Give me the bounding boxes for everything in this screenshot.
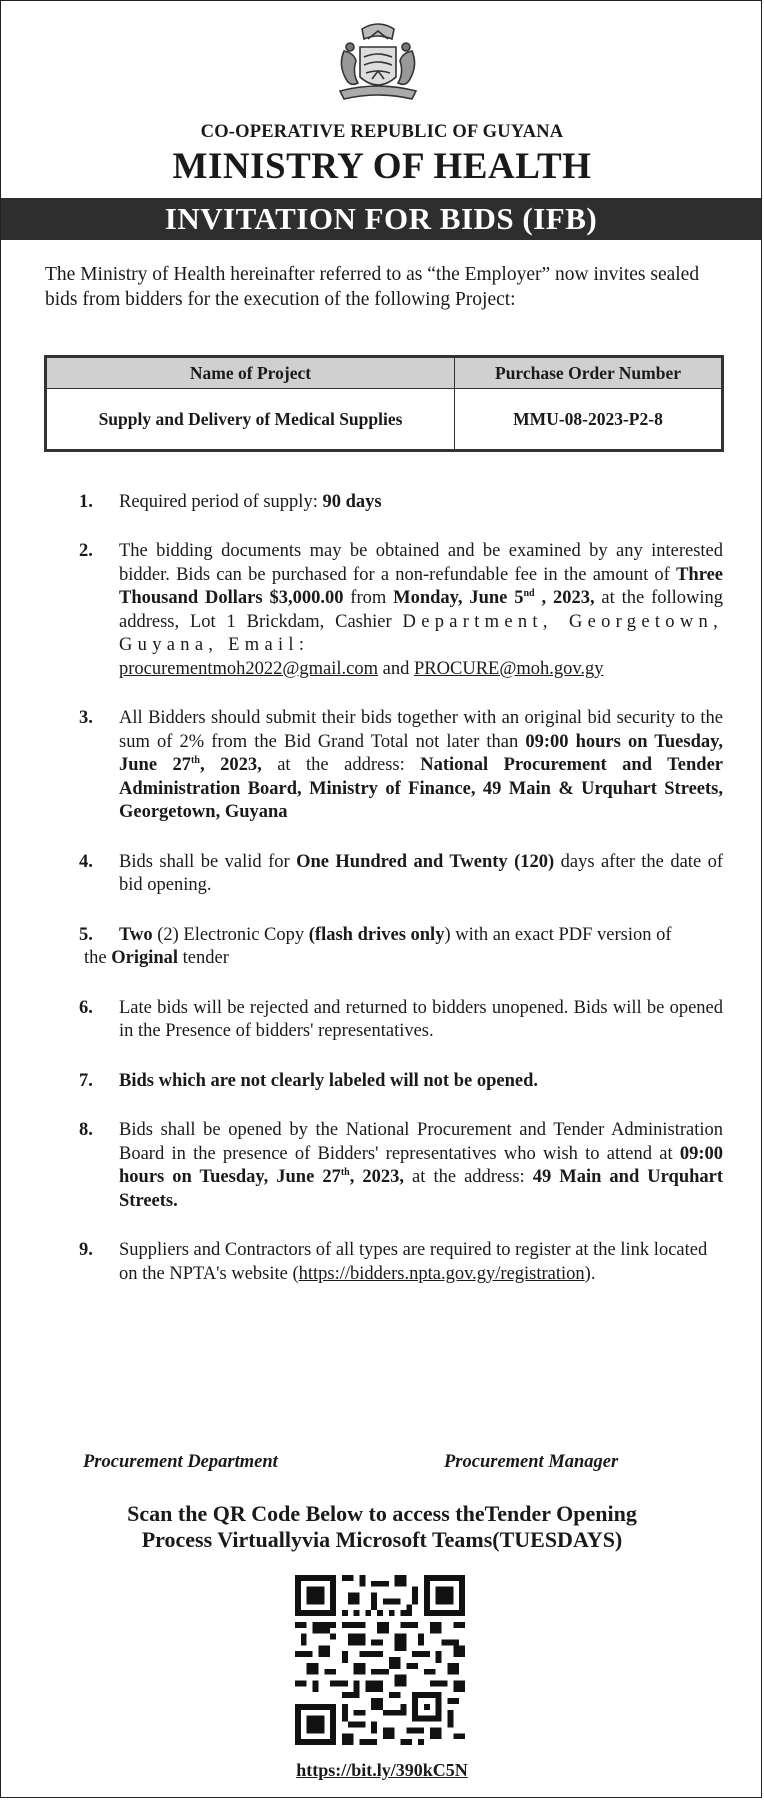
item-text: ) with an exact PDF version of: [444, 924, 672, 945]
qr-instruction: [1, 1501, 763, 1554]
signature-procurement-manager: Procurement Manager: [444, 1452, 619, 1472]
date-suffix: nd: [523, 588, 535, 600]
project-table: [44, 355, 724, 452]
item-bold-text: 90 days: [322, 492, 382, 512]
item-number: 2.: [79, 541, 93, 562]
item-bold-text: Bids which are not clearly labeled will not be opened.: [119, 1070, 539, 1091]
item-text: The bidding documents may be obtained and be examined by any interested bidder. Bids can be purchased for a non-refundable fee in the amount of: [119, 541, 723, 585]
item-bold-text: One Hundred and Twenty (120): [296, 851, 555, 872]
item-number: 8.: [79, 1120, 93, 1141]
item-number: 3.: [79, 708, 93, 729]
list-item-1: [79, 491, 723, 514]
list-item-9: [79, 1239, 723, 1286]
item-text: at the address:: [261, 755, 421, 776]
item-bold-text: Original: [111, 948, 179, 969]
item-text: Late bids will be rejected and returned to bidders unopened. Bids will be opened in the Presence of bidders' representatives.: [119, 997, 723, 1042]
item-bold-date: Monday, June 5: [393, 588, 524, 609]
list-item-8: [79, 1119, 723, 1213]
conditions-list: [79, 491, 723, 1312]
date-suffix: th: [191, 755, 200, 767]
list-item-3: [79, 707, 723, 824]
qr-instruction-line-1: Scan the QR Code Below to access theTender Opening: [127, 1501, 637, 1526]
item-text: (2) Electronic Copy: [152, 924, 309, 945]
npta-registration-link[interactable]: https://bidders.npta.gov.gy/registration: [298, 1263, 585, 1284]
item-bold-year: , 2023,: [534, 588, 595, 609]
item-bold-text: Three Thousand Dollars $3,000.00: [119, 564, 723, 609]
item-text: at the following address, Lot 1 Brickdam, Cashier: [119, 588, 724, 632]
coat-of-arms-icon: [332, 21, 424, 115]
list-item-4: [79, 851, 723, 898]
qr-instruction-line-2: Process Virtuallyvia Microsoft Teams(TUESDAYS): [141, 1527, 623, 1553]
item-bold-year: , 2023,: [349, 1167, 405, 1188]
item-bold-date: 09:00 hours on Tuesday, June 27: [119, 731, 723, 776]
email-link-gmail[interactable]: procurementmoh2022@gmail.com: [119, 658, 379, 679]
ifb-banner: INVITATION FOR BIDS (IFB): [1, 198, 761, 240]
item-text: the: [84, 948, 112, 969]
list-item-6: [79, 997, 723, 1044]
item-number: 4.: [79, 851, 93, 872]
item-text: from: [343, 588, 394, 609]
item-bold-text: (flash drives only: [308, 924, 445, 945]
list-item-2: [79, 540, 723, 681]
signature-procurement-department: Procurement Department: [83, 1452, 278, 1472]
col-header-po-number: Purchase Order Number: [455, 357, 723, 389]
table-header-row: [46, 357, 723, 389]
item-bold-address: 49 Main and Urquhart Streets.: [119, 1167, 724, 1211]
item-number: 9.: [79, 1240, 93, 1261]
item-number: 1.: [79, 492, 93, 512]
list-item-7: [79, 1070, 723, 1093]
country-heading: CO-OPERATIVE REPUBLIC OF GUYANA: [200, 122, 564, 142]
email-link-procure[interactable]: PROCURE@moh.gov.gy: [414, 658, 604, 679]
date-suffix: th: [340, 1167, 350, 1179]
item-number: 7.: [79, 1070, 93, 1091]
col-header-project: Name of Project: [46, 357, 455, 389]
item-text: All Bidders should submit their bids together with an original bid security to the sum of 2% from the Bid Grand Total not later than: [119, 708, 723, 752]
item-text: days after the date of bid opening.: [119, 851, 723, 896]
list-item-5: [79, 924, 723, 971]
item-text: Required period of supply:: [119, 492, 323, 512]
teams-short-link[interactable]: https://bit.ly/390kC5N: [296, 1760, 468, 1780]
item-text: Suppliers and Contractors of all types are required to register at the link located on the NPTA's website (: [119, 1240, 708, 1284]
item-bold-text: Two: [119, 924, 153, 945]
item-text: tender: [178, 948, 229, 969]
item-address-text: Department, Georgetown, Guyana, Email:: [119, 611, 723, 656]
item-text: Bids shall be opened by the National Procurement and Tender Administration Board in the presence of Bidders' representatives who wish to attend at: [119, 1120, 723, 1164]
item-number: 6.: [79, 997, 93, 1018]
table-row: [46, 389, 723, 451]
item-text: Bids shall be valid for: [119, 851, 297, 872]
item-bold-date: 09:00 hours on Tuesday, June 27: [119, 1143, 723, 1188]
po-number-cell: MMU-08-2023-P2-8: [455, 389, 723, 451]
project-name-cell: Supply and Delivery of Medical Supplies: [46, 389, 455, 451]
qr-code-icon[interactable]: [295, 1575, 465, 1745]
item-text: and: [378, 658, 414, 679]
ministry-heading: MINISTRY OF HEALTH: [172, 146, 592, 187]
item-text: ).: [584, 1263, 596, 1284]
item-bold-address: National Procurement and Tender Administration Board, Ministry of Finance, 49 Main & Urquhart Streets, Georgetown, Guyana: [119, 755, 724, 823]
item-bold-year: , 2023,: [199, 755, 262, 776]
intro-paragraph: The Ministry of Health hereinafter referred to as “the Employer” now invites sealed bids from bidders for the execution of the following Project:: [45, 264, 700, 310]
item-number: 5.: [79, 924, 93, 945]
item-text: at the address:: [404, 1167, 533, 1188]
